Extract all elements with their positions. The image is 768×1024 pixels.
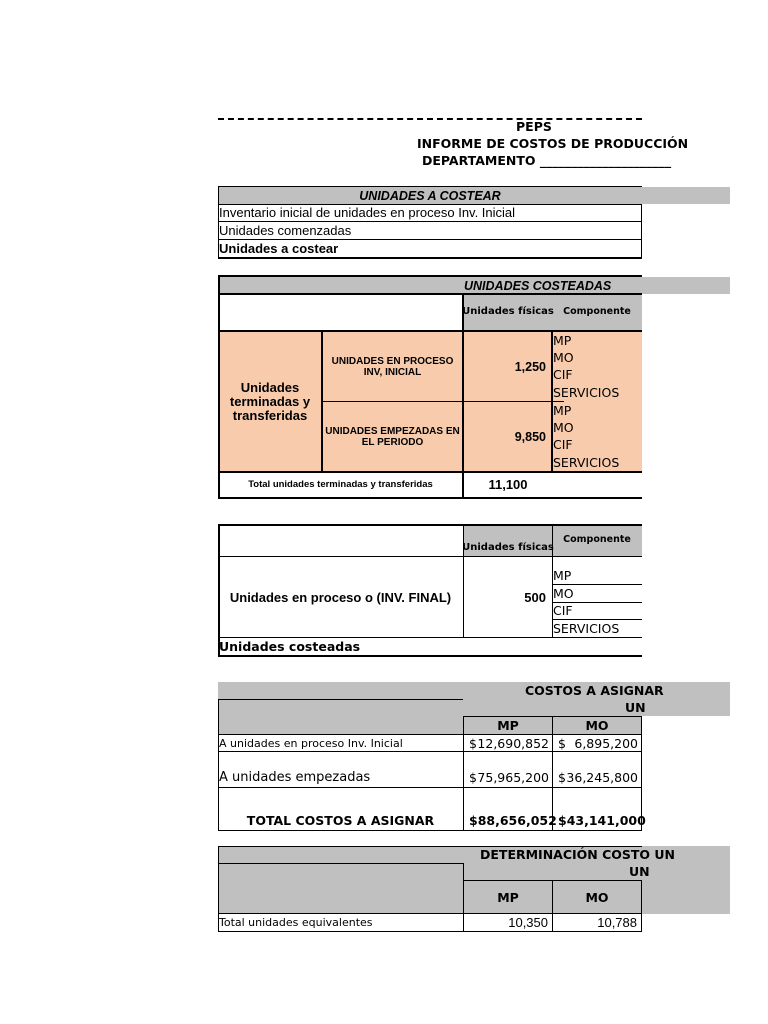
method-title: PEPS — [516, 118, 552, 134]
ending-col-physical: Unidades físicas — [462, 541, 554, 553]
cost-total-label: TOTAL COSTOS A ASIGNAR — [246, 812, 435, 828]
col-component: Componente — [563, 306, 631, 317]
ending-col-component: Componente — [563, 533, 631, 545]
ending-inventory-physical: 500 — [524, 589, 546, 605]
cost-row-started-mp: $ 75,965,200 — [469, 769, 549, 785]
row-label-started: UNIDADES EMPEZADAS EN EL PERIODO — [325, 425, 460, 448]
units-costed-title: UNIDADES COSTEADAS — [464, 278, 612, 293]
units-costed-footer: Unidades costeadas — [219, 639, 361, 654]
cost-total-mo: $ 43,141,000 — [558, 812, 646, 828]
costs-subtitle: UN — [625, 700, 646, 715]
units-row-total: Unidades a costear — [219, 241, 339, 256]
component-mp: MP — [553, 333, 572, 348]
costs-left-gray — [218, 700, 463, 734]
component-servicios: SERVICIOS — [553, 455, 620, 470]
component-mp: MP — [553, 403, 572, 418]
cost-row-started-mo: $ 36,245,800 — [558, 769, 638, 785]
component-mo: MO — [553, 350, 574, 365]
department-line: DEPARTAMENTO _____________________ — [422, 153, 672, 168]
cost-total-mp: $ 88,656,052 — [469, 812, 557, 828]
component-mp: MP — [553, 568, 572, 583]
report-title: INFORME DE COSTOS DE PRODUCCIÓN — [417, 136, 689, 151]
component-mo: MO — [553, 420, 574, 435]
physical-started: 9,850 — [514, 429, 546, 444]
unit-cost-col-mo: MO — [585, 889, 609, 905]
component-cif: CIF — [553, 603, 573, 618]
component-servicios: SERVICIOS — [553, 385, 620, 400]
ending-inventory-label: Unidades en proceso o (INV. FINAL) — [229, 589, 452, 605]
unit-cost-col-mp: MP — [497, 889, 519, 905]
equivalent-units-mo: 10,788 — [597, 915, 637, 930]
unit-cost-subtitle: UN — [629, 864, 650, 879]
equivalent-units-label: Total unidades equivalentes — [219, 916, 373, 929]
component-cif: CIF — [553, 367, 573, 382]
costs-title: COSTOS A ASIGNAR — [525, 683, 664, 698]
total-finished-value: 11,100 — [488, 477, 528, 492]
col-physical-units: Unidades físicas — [462, 306, 554, 317]
component-cif: CIF — [553, 437, 573, 452]
units-row-initial: Inventario inicial de unidades en proceso Inv. Inicial — [219, 205, 516, 220]
costs-col-mo: MO — [585, 718, 609, 733]
group-label-finished: Unidades terminadas y transferidas — [229, 379, 311, 423]
component-mo: MO — [553, 586, 574, 601]
units-to-cost-title: UNIDADES A COSTEAR — [359, 188, 501, 203]
unit-cost-title: DETERMINACIÓN COSTO UN — [480, 847, 676, 862]
cost-row-initial-mo: $ 6,895,200 — [558, 735, 638, 751]
units-row-started: Unidades comenzadas — [219, 223, 352, 238]
total-finished-label: Total unidades terminadas y transferidas — [248, 479, 433, 490]
row-label-initial-inv: UNIDADES EN PROCESO INV, INICIAL — [331, 355, 454, 378]
physical-initial-inv: 1,250 — [514, 359, 546, 374]
equivalent-units-mp: 10,350 — [508, 915, 548, 930]
cost-row-initial-mp: $ 12,690,852 — [469, 735, 549, 751]
cost-row-started-label: A unidades empezadas — [219, 769, 371, 785]
component-servicios: SERVICIOS — [553, 621, 620, 636]
costs-col-mp: MP — [497, 718, 519, 733]
cost-row-initial-label: A unidades en proceso Inv. Inicial — [219, 736, 403, 750]
